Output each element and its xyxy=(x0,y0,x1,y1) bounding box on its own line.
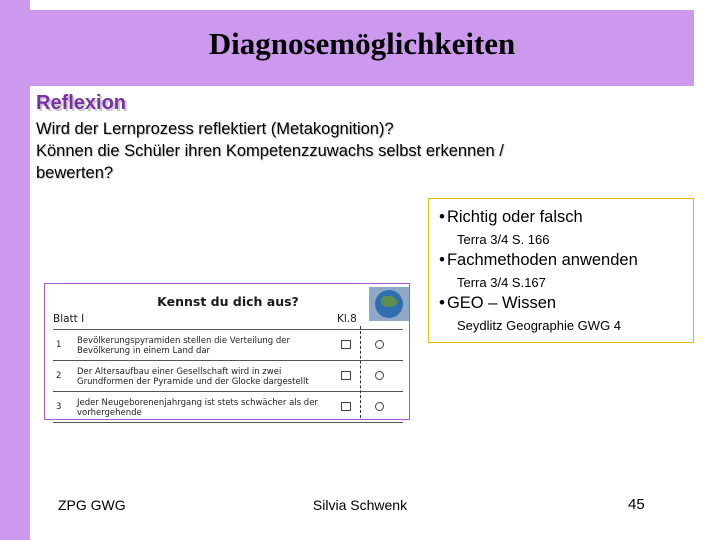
reference-item-2 xyxy=(439,250,638,270)
bullet-icon: • xyxy=(439,250,445,269)
worksheet-class-label: Kl.8 xyxy=(337,313,357,325)
reference-item-3-label: GEO – Wissen xyxy=(446,294,557,312)
reference-item-3 xyxy=(439,293,556,313)
reference-item-1-source: Terra 3/4 S. 166 xyxy=(457,232,550,247)
left-accent-bar xyxy=(0,0,30,540)
row-statement: Jeder Neugeborenenjahrgang ist stets schwächer als der vorhergehende xyxy=(77,398,318,418)
table-row xyxy=(53,330,403,361)
row-statement: Bevölkerungspyramiden stellen die Verteilung der Bevölkerung in einem Land dar xyxy=(77,336,290,356)
section-heading: Reflexion xyxy=(36,92,127,114)
reference-item-1-label: Richtig oder falsch xyxy=(446,208,583,226)
page-title: Diagnosemöglichkeiten xyxy=(208,26,516,61)
body-line-1: Wird der Lernprozess reflektiert (Metakognition)? xyxy=(36,120,394,138)
worksheet-title: Kennst du dich aus? xyxy=(157,294,299,309)
body-line-2: Können die Schüler ihren Kompetenzzuwachs selbst erkennen / xyxy=(36,142,504,160)
footer-left-text: ZPG GWG xyxy=(58,497,126,513)
row-number: 2 xyxy=(56,371,62,381)
row-statement: Der Altersaufbau einer Gesellschaft wird in zwei Grundformen der Pyramide und der Glocke dargestellt xyxy=(77,367,309,387)
worksheet-table xyxy=(53,329,403,423)
row-checkbox[interactable] xyxy=(341,371,351,380)
table-row xyxy=(53,361,403,392)
row-checkbox[interactable] xyxy=(341,340,351,349)
body-line-3: bewerten? xyxy=(36,164,114,182)
footer-author: Silvia Schwenk xyxy=(312,497,408,513)
reference-item-2-label: Fachmethoden anwenden xyxy=(446,251,638,269)
reference-item-2-source: Terra 3/4 S.167 xyxy=(457,275,546,290)
row-radio[interactable] xyxy=(375,371,384,380)
globe-icon xyxy=(369,287,409,321)
worksheet-divider xyxy=(360,326,361,418)
reference-item-1 xyxy=(439,207,583,227)
row-checkbox[interactable] xyxy=(341,402,351,411)
body-text xyxy=(36,118,656,184)
row-number: 3 xyxy=(56,402,62,412)
worksheet-image xyxy=(44,283,410,420)
row-radio[interactable] xyxy=(375,340,384,349)
reference-box xyxy=(428,198,694,343)
row-number: 1 xyxy=(56,340,62,350)
page-number: 45 xyxy=(628,496,645,513)
table-row xyxy=(53,392,403,423)
footer xyxy=(0,494,720,520)
worksheet-sheet-label: Blatt I xyxy=(53,313,85,325)
bullet-icon: • xyxy=(439,207,445,226)
row-radio[interactable] xyxy=(375,402,384,411)
bullet-icon: • xyxy=(439,293,445,312)
reference-item-3-source: Seydlitz Geographie GWG 4 xyxy=(457,318,622,333)
